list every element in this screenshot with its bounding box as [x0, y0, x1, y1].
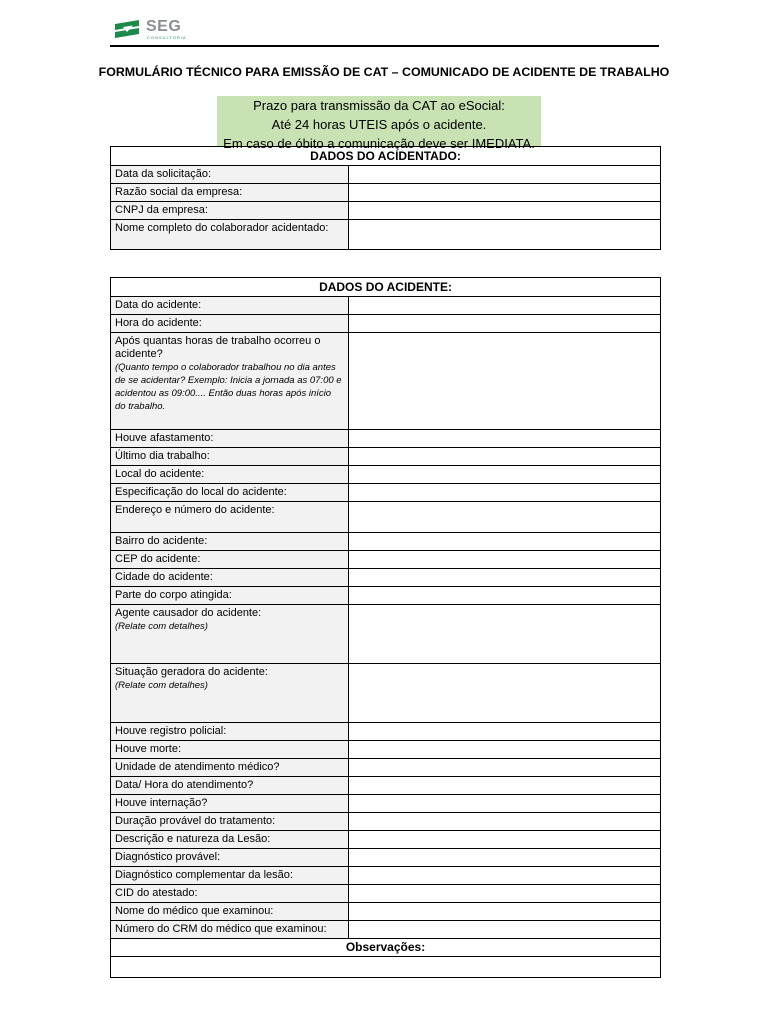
form-row — [111, 831, 661, 849]
section-header-row — [111, 278, 661, 297]
form-row — [111, 502, 661, 533]
field-input-cell[interactable] — [349, 664, 661, 723]
field-label-cell — [111, 333, 349, 430]
form-row — [111, 448, 661, 466]
field-label: Houve afastamento: — [115, 432, 214, 444]
logo-subtext: CONSULTORIA — [147, 35, 187, 40]
field-label-cell — [111, 569, 349, 587]
field-input-cell[interactable] — [349, 777, 661, 795]
field-label: Diagnóstico provável: — [115, 851, 221, 863]
field-input-cell[interactable] — [349, 587, 661, 605]
form-row — [111, 885, 661, 903]
field-label: Diagnóstico complementar da lesão: — [115, 869, 293, 881]
field-label: Houve registro policial: — [115, 725, 227, 737]
field-label-cell — [111, 484, 349, 502]
field-input-cell[interactable] — [349, 315, 661, 333]
field-label: Bairro do acidente: — [115, 535, 208, 547]
field-label-cell — [111, 831, 349, 849]
field-label-cell — [111, 903, 349, 921]
form-row — [111, 533, 661, 551]
field-label: Houve morte: — [115, 743, 182, 755]
field-input-cell[interactable] — [349, 533, 661, 551]
form-row — [111, 813, 661, 831]
deadline-notice — [217, 96, 541, 151]
field-input-cell[interactable] — [349, 569, 661, 587]
field-label: Razão social da empresa: — [115, 186, 243, 198]
form-row — [111, 795, 661, 813]
form-row — [111, 741, 661, 759]
field-label: Nome completo do colaborador acidentado: — [115, 222, 329, 234]
field-label-cell — [111, 587, 349, 605]
field-label: Hora do acidente: — [115, 317, 202, 329]
field-input-cell[interactable] — [349, 849, 661, 867]
field-input-cell[interactable] — [349, 741, 661, 759]
field-label-cell — [111, 220, 349, 250]
field-label-cell — [111, 759, 349, 777]
field-input-cell[interactable] — [349, 466, 661, 484]
form-row — [111, 184, 661, 202]
field-label-cell — [111, 813, 349, 831]
field-input-cell[interactable] — [349, 831, 661, 849]
notice-line-2: Até 24 horas UTEIS após o acidente. — [271, 117, 487, 132]
form-row — [111, 777, 661, 795]
form-title: FORMULÁRIO TÉCNICO PARA EMISSÃO DE CAT – COMUNICADO DE ACIDENTE DE TRABALHO — [98, 65, 670, 79]
field-label-cell — [111, 664, 349, 723]
field-label-cell — [111, 885, 349, 903]
field-input-cell[interactable] — [349, 333, 661, 430]
field-label-cell — [111, 448, 349, 466]
field-label-cell — [111, 867, 349, 885]
field-input-cell[interactable] — [349, 430, 661, 448]
field-label-cell — [111, 533, 349, 551]
field-label: Duração provável do tratamento: — [115, 815, 276, 827]
field-input-cell[interactable] — [349, 484, 661, 502]
field-label-cell — [111, 921, 349, 939]
field-label: Data da solicitação: — [115, 168, 211, 180]
field-label-cell — [111, 551, 349, 569]
field-label: Nome do médico que examinou: — [115, 905, 274, 917]
field-input-cell[interactable] — [349, 813, 661, 831]
field-note: (Relate com detalhes) — [115, 621, 208, 632]
field-label-cell — [111, 849, 349, 867]
field-input-cell[interactable] — [349, 903, 661, 921]
form-row — [111, 903, 661, 921]
field-input-cell[interactable] — [349, 297, 661, 315]
field-label-cell — [111, 502, 349, 533]
field-label-cell — [111, 202, 349, 220]
field-label: CNPJ da empresa: — [115, 204, 208, 216]
field-input-cell[interactable] — [349, 551, 661, 569]
form-row — [111, 867, 661, 885]
notice-line-1: Prazo para transmissão da CAT ao eSocial: — [253, 98, 505, 113]
field-input-cell[interactable] — [349, 605, 661, 664]
form-row — [111, 664, 661, 723]
field-label: Data do acidente: — [115, 299, 202, 311]
field-label: CEP do acidente: — [115, 553, 201, 565]
acidente-table — [110, 277, 661, 978]
field-label-cell — [111, 777, 349, 795]
field-label-cell — [111, 466, 349, 484]
form-row — [111, 921, 661, 939]
field-label: Cidade do acidente: — [115, 571, 213, 583]
field-input-cell[interactable] — [349, 448, 661, 466]
field-label-cell — [111, 605, 349, 664]
form-row — [111, 220, 661, 250]
field-label: Número do CRM do médico que examinou: — [115, 923, 327, 935]
observations-header-row — [111, 939, 661, 957]
field-label: Agente causador do acidente: — [115, 607, 262, 619]
field-input-cell[interactable] — [349, 885, 661, 903]
company-logo — [113, 18, 233, 44]
logo-text: SEG — [146, 18, 182, 35]
field-label: Parte do corpo atingida: — [115, 589, 232, 601]
form-row — [111, 551, 661, 569]
field-label: CID do atestado: — [115, 887, 198, 899]
field-label: Endereço e número do acidente: — [115, 504, 275, 516]
field-label: Local do acidente: — [115, 468, 205, 480]
form-row — [111, 569, 661, 587]
form-row — [111, 587, 661, 605]
field-label-cell — [111, 741, 349, 759]
field-label: Último dia trabalho: — [115, 450, 210, 462]
logo-mark-icon — [113, 18, 141, 42]
form-row — [111, 315, 661, 333]
observations-input-cell[interactable] — [111, 957, 661, 978]
section-title: DADOS DO ACIDENTE: — [111, 278, 661, 297]
header-divider — [110, 45, 659, 47]
form-row — [111, 466, 661, 484]
field-label-cell — [111, 315, 349, 333]
field-input-cell[interactable] — [349, 759, 661, 777]
section-title: DADOS DO ACIDENTADO: — [111, 147, 661, 166]
form-row — [111, 166, 661, 184]
field-label-cell — [111, 184, 349, 202]
field-input-cell[interactable] — [349, 867, 661, 885]
field-label: Unidade de atendimento médico? — [115, 761, 280, 773]
field-input-cell[interactable] — [349, 795, 661, 813]
form-row — [111, 484, 661, 502]
field-label-cell — [111, 166, 349, 184]
form-row — [111, 849, 661, 867]
field-input-cell[interactable] — [349, 220, 661, 250]
field-label: Houve internação? — [115, 797, 208, 809]
field-input-cell[interactable] — [349, 202, 661, 220]
field-note: (Relate com detalhes) — [115, 680, 208, 691]
field-label: Situação geradora do acidente: — [115, 666, 268, 678]
field-input-cell[interactable] — [349, 502, 661, 533]
form-row — [111, 759, 661, 777]
field-label: Após quantas horas de trabalho ocorreu o acidente? — [115, 335, 321, 360]
observations-row — [111, 957, 661, 978]
field-note: (Quanto tempo o colaborador trabalhou no dia antes de se acidentar? Exemplo: Inicia a jornada as 07:00 e acidentou as 09:00.... Então duas horas após início do trabalho. — [115, 362, 342, 412]
field-label: Data/ Hora do atendimento? — [115, 779, 254, 791]
form-row — [111, 723, 661, 741]
notice-line-3: Em caso de óbito a comunicação deve ser IMEDIATA. — [223, 136, 535, 151]
form-row — [111, 430, 661, 448]
field-label-cell — [111, 430, 349, 448]
field-label-cell — [111, 297, 349, 315]
field-input-cell[interactable] — [349, 184, 661, 202]
field-label-cell — [111, 723, 349, 741]
observations-title: Observações: — [111, 939, 661, 957]
form-row — [111, 297, 661, 315]
field-label: Descrição e natureza da Lesão: — [115, 833, 271, 845]
field-input-cell[interactable] — [349, 166, 661, 184]
form-row — [111, 202, 661, 220]
field-label: Especificação do local do acidente: — [115, 486, 287, 498]
field-label-cell — [111, 795, 349, 813]
field-input-cell[interactable] — [349, 921, 661, 939]
form-row — [111, 333, 661, 430]
field-input-cell[interactable] — [349, 723, 661, 741]
form-row — [111, 605, 661, 664]
accidentado-table — [110, 146, 661, 250]
